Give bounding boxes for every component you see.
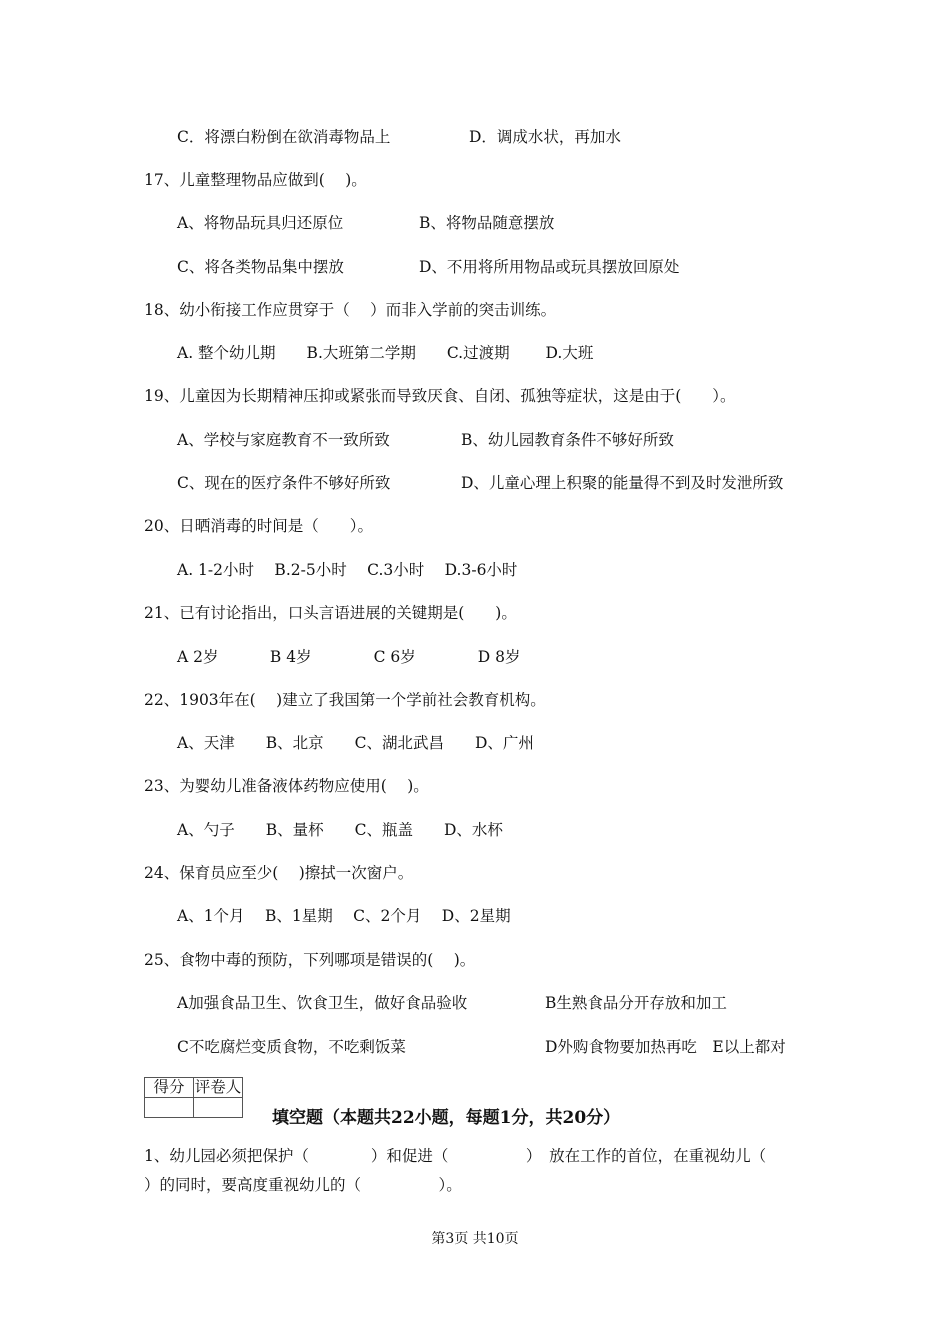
q19-option-d: D、儿童心理上积聚的能量得不到及时发泄所致: [461, 474, 784, 492]
q25-option-a: A加强食品卫生、饮食卫生，做好食品验收: [177, 994, 468, 1012]
q22-options: A、天津 B、北京 C、湖北武昌 D、广州: [177, 734, 534, 752]
q16-option-d: D．调成水状，再加水: [469, 128, 621, 146]
score-label: 得分: [145, 1078, 194, 1098]
q24-stem: 24、保育员应至少( )擦拭一次窗户。: [144, 864, 414, 882]
q24-options: A、1个月 B、1星期 C、2个月 D、2星期: [177, 907, 511, 925]
q17-option-d: D、不用将所用物品或玩具摆放回原处: [419, 258, 680, 276]
q20-stem: 20、日晒消毒的时间是（ ）。: [144, 517, 373, 535]
q21-stem: 21、已有讨论指出，口头言语进展的关键期是( )。: [144, 604, 517, 622]
page-number: 第3页 共10页: [431, 1231, 519, 1247]
score-cell[interactable]: [145, 1098, 194, 1118]
fill1-line2: ）的同时，要高度重视幼儿的（ ）。: [144, 1176, 462, 1194]
q25-option-b: B生熟食品分开存放和加工: [545, 994, 727, 1012]
score-box: [144, 1077, 243, 1118]
q19-option-c: C、现在的医疗条件不够好所致: [177, 474, 391, 492]
q22-stem: 22、1903年在( )建立了我国第一个学前社会教育机构。: [144, 691, 546, 709]
q25-option-c: C不吃腐烂变质食物，不吃剩饭菜: [177, 1038, 406, 1056]
q23-stem: 23、为婴幼儿准备液体药物应使用( )。: [144, 777, 429, 795]
q25-stem: 25、食物中毒的预防，下列哪项是错误的( )。: [144, 951, 476, 969]
grader-label: 评卷人: [194, 1078, 242, 1096]
q17-stem: 17、儿童整理物品应做到( )。: [144, 171, 367, 189]
q23-options: A、勺子 B、量杯 C、瓶盖 D、水杯: [177, 821, 503, 839]
q18-options: A. 整个幼儿期 B.大班第二学期 C.过渡期 D.大班: [177, 344, 594, 362]
q16-option-c: C．将漂白粉倒在欲消毒物品上: [177, 128, 391, 146]
q17-option-b: B、将物品随意摆放: [419, 214, 555, 232]
q19-option-a: A、学校与家庭教育不一致所致: [177, 431, 390, 449]
q20-options: A. 1-2小时 B.2-5小时 C.3小时 D.3-6小时: [177, 561, 518, 579]
q19-option-b: B、幼儿园教育条件不够好所致: [461, 431, 674, 449]
q17-option-a: A、将物品玩具归还原位: [177, 214, 344, 232]
grader-cell[interactable]: [194, 1098, 243, 1118]
fill1-line1: 1、幼儿园必须把保护（ ）和促进（ ） 放在工作的首位，在重视幼儿（: [144, 1147, 767, 1165]
q17-option-c: C、将各类物品集中摆放: [177, 258, 344, 276]
q21-options: A 2岁 B 4岁 C 6岁 D 8岁: [177, 648, 521, 666]
q25-option-de: D外购食物要加热再吃 E以上都对: [545, 1038, 786, 1056]
q18-stem: 18、幼小衔接工作应贯穿于（ ）而非入学前的突击训练。: [144, 301, 557, 319]
section-title: 填空题（本题共22小题，每题1分，共20分）: [272, 1108, 621, 1128]
q19-stem: 19、儿童因为长期精神压抑或紧张而导致厌食、自闭、孤独等症状，这是由于( ）。: [144, 387, 736, 405]
